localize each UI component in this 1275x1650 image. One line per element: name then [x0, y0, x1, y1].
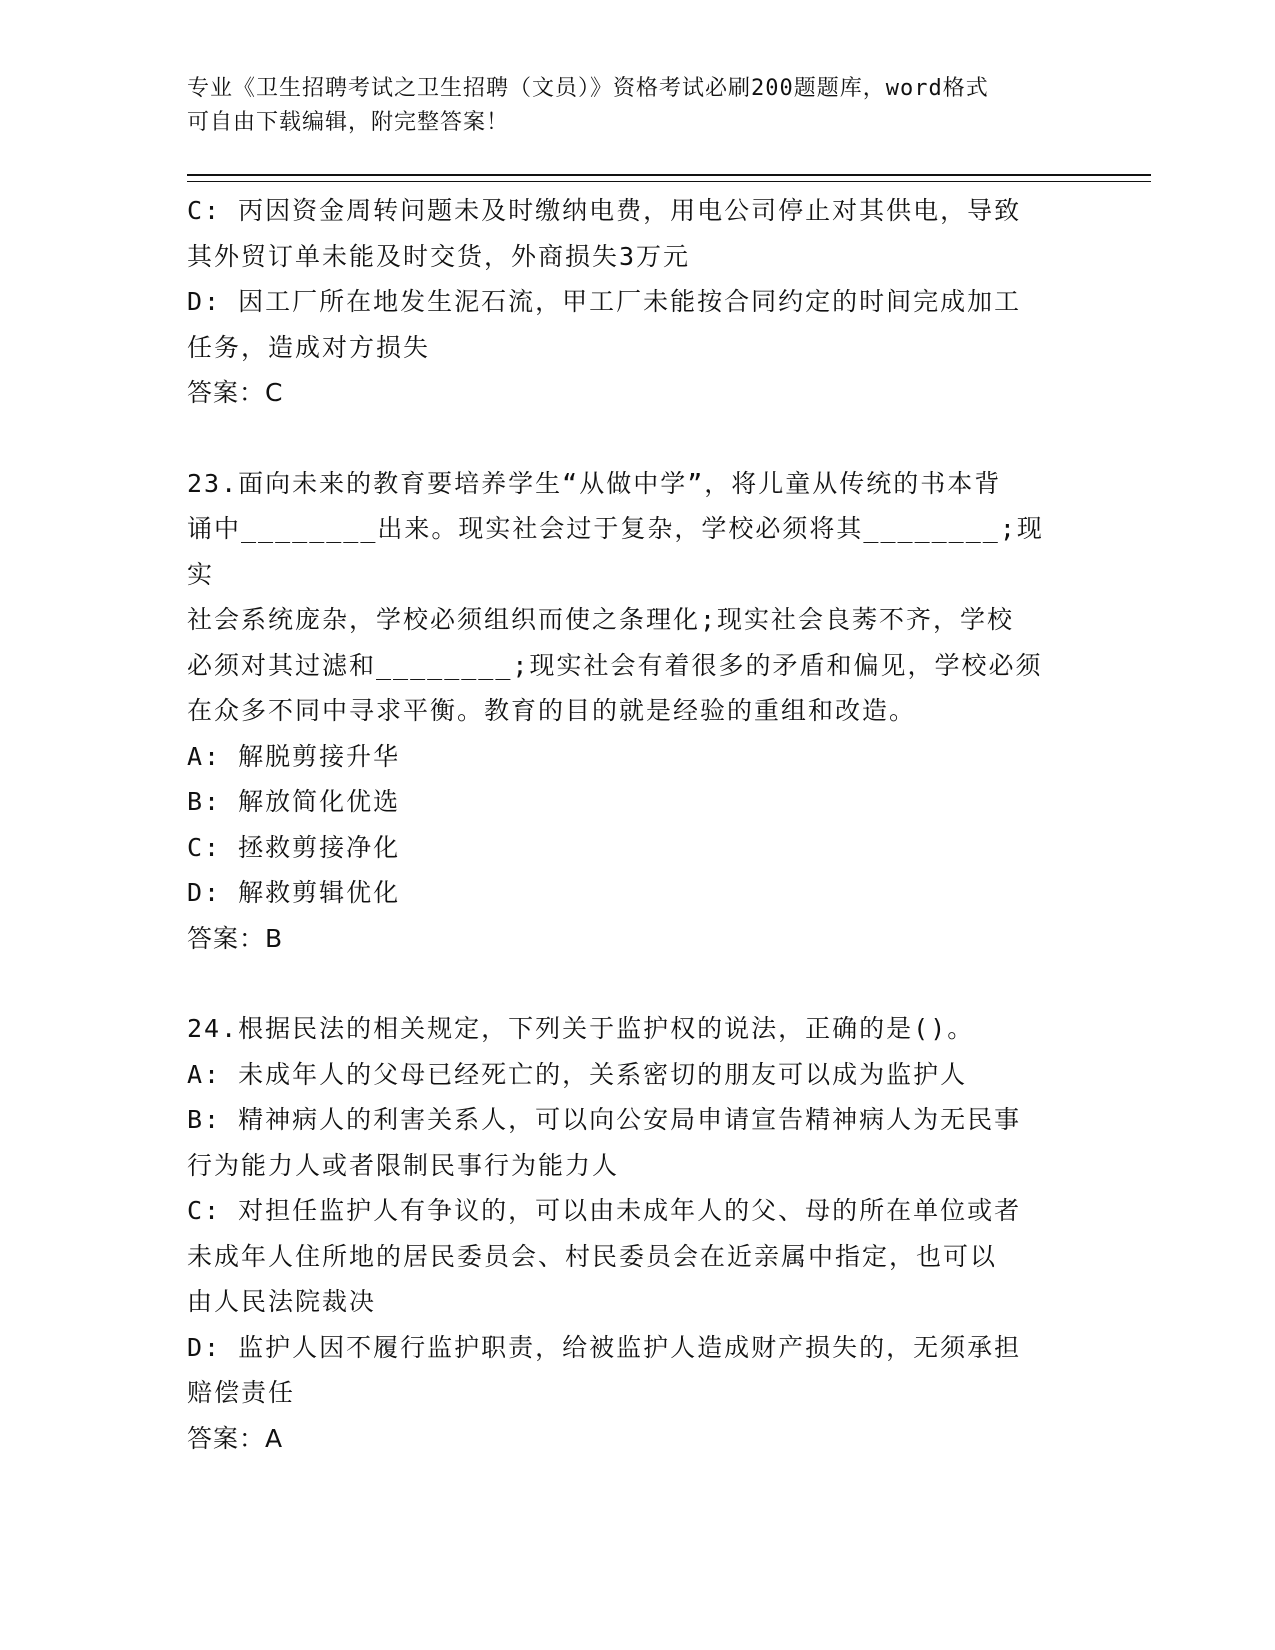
question-stem-line: 必须对其过滤和________;现实社会有着很多的矛盾和偏见，学校必须	[187, 650, 1043, 680]
header-title-line-1: 专业《卫生招聘考试之卫生招聘（文员）》资格考试必刷200题题库，word格式	[187, 76, 989, 101]
option-a: A: 未成年人的父母已经死亡的，关系密切的朋友可以成为监护人	[187, 1059, 968, 1089]
question-stem-line: 诵中________出来。现实社会过于复杂，学校必须将其________;现实	[187, 514, 1044, 589]
prev-question-block	[187, 188, 1067, 416]
header-rule-thick	[187, 174, 1151, 176]
question-stem-line: 23.面向未来的教育要培养学生“从做中学”，将儿童从传统的书本背	[187, 468, 1002, 498]
spacer	[187, 416, 1067, 461]
option-d: D: 监护人因不履行监护职责，给被监护人造成财产损失的，无须承担	[187, 1332, 1022, 1362]
answer-line: 答案：A	[187, 1423, 284, 1453]
option-line: D: 因工厂所在地发生泥石流，甲工厂未能按合同约定的时间完成加工	[187, 287, 1022, 316]
question-stem-line: 在众多不同中寻求平衡。教育的目的就是经验的重组和改造。	[187, 696, 917, 725]
answer-line: 答案：B	[187, 923, 284, 953]
option-b: B: 精神病人的利害关系人，可以向公安局申请宣告精神病人为无民事	[187, 1105, 1022, 1134]
spacer	[187, 961, 1067, 1006]
question-stem-line: 24.根据民法的相关规定，下列关于监护权的说法，正确的是()。	[187, 1014, 975, 1043]
option-c-continued: 由人民法院裁决	[187, 1287, 377, 1316]
answer-line: 答案：C	[187, 378, 284, 407]
option-line: 任务，造成对方损失	[187, 332, 431, 362]
option-d: D: 解救剪辑优化	[187, 878, 401, 907]
option-c: C: 对担任监护人有争议的，可以由未成年人的父、母的所在单位或者	[187, 1196, 1022, 1225]
option-line: 其外贸订单未能及时交货，外商损失3万元	[187, 241, 691, 271]
document-body	[187, 188, 1067, 1461]
question-23-block	[187, 461, 1067, 962]
document-header	[187, 72, 1067, 140]
option-d-continued: 赔偿责任	[187, 1378, 296, 1407]
question-stem-line: 社会系统庞杂，学校必须组织而使之条理化;现实社会良莠不齐，学校	[187, 605, 1015, 634]
option-c-continued: 未成年人住所地的居民委员会、村民委员会在近亲属中指定，也可以	[187, 1241, 998, 1271]
option-b-continued: 行为能力人或者限制民事行为能力人	[187, 1150, 620, 1180]
question-24-block	[187, 1006, 1067, 1461]
option-line: C: 丙因资金周转问题未及时缴纳电费，用电公司停止对其供电，导致	[187, 196, 1022, 225]
option-b: B: 解放简化优选	[187, 787, 401, 816]
header-rule-thin	[187, 181, 1151, 182]
option-c: C: 拯救剪接净化	[187, 832, 401, 862]
header-title-line-2: 可自由下载编辑，附完整答案！	[187, 110, 510, 135]
option-a: A: 解脱剪接升华	[187, 741, 401, 771]
